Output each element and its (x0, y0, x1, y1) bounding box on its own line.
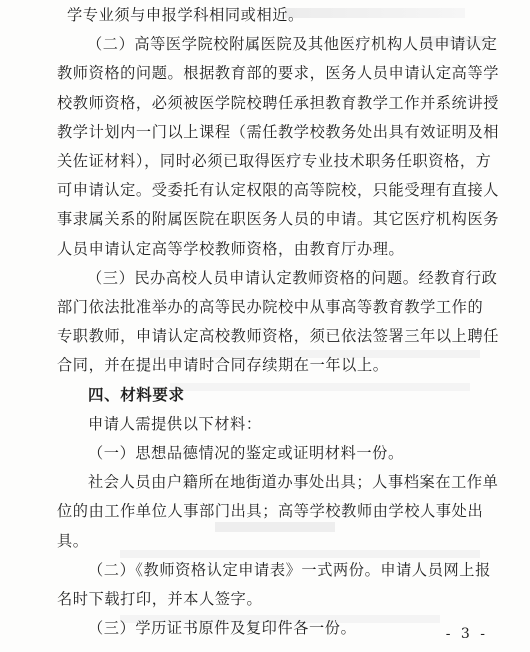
text-line: 教学计划内一门以上课程（需任教学校教务处出具有效证明及相 (57, 122, 500, 141)
bleed-through-mark (170, 383, 470, 391)
text-line: 事隶属关系的附属医院在职医务人员的申请。其它医疗机构医务 (57, 210, 500, 229)
page-number: - 3 - (445, 626, 488, 642)
text-line: 关佐证材料），同时必须已取得医疗专业技术职务任职资格，方 (57, 152, 492, 170)
text-line: 专职教师，申请认定高校教师资格，须已依法签署三年以上聘任 (57, 327, 500, 346)
text-line: 具。 (57, 531, 89, 550)
text-line: 申请人需提供以下材料： (88, 414, 262, 433)
section-heading: 四、材料要求 (88, 385, 185, 404)
text-line: （三）学历证书原件及复印件各一份。 (88, 619, 357, 638)
text-line: （二）《教师资格认定申请表》一式两份。申请人员网上报 (88, 560, 491, 579)
text-line: （三）民办高校人员申请认定教师资格的问题。经教育行政 (87, 268, 498, 287)
text-line: 校教师资格，必须被医学院校聘任承担教育教学工作并系统讲授 (57, 93, 500, 112)
text-line: 学专业须与申报学科相同或相近。 (67, 6, 304, 24)
text-line: 人员申请认定高等学校教师资格，由教育厅办理。 (57, 239, 405, 258)
text-line: 名时下载打印，并本人签字。 (57, 590, 263, 608)
text-line: 位的由工作单位人事部门出具；高等学校教师由学校人事处出 (57, 502, 484, 521)
text-line: （二）高等医学院校附属医院及其他医疗机构人员申请认定 (87, 35, 498, 54)
text-line: 合同，并在提出申请时合同存续期在一年以上。 (57, 356, 389, 375)
bleed-through-mark (285, 8, 465, 18)
text-line: （一）思想品德情况的鉴定或证明材料一份。 (88, 444, 404, 462)
text-line: 可申请认定。受委托有认定权限的高等院校，只能受理有直接人 (57, 181, 500, 200)
text-line: 教师资格的问题。根据教育部的要求，医务人员申请认定高等学 (57, 64, 500, 83)
text-line: 部门依法批准举办的高等民办院校中从事高等教育教学工作的 (57, 298, 484, 316)
text-line: 社会人员由户籍所在地街道办事处出具；人事档案在工作单 (88, 473, 499, 492)
